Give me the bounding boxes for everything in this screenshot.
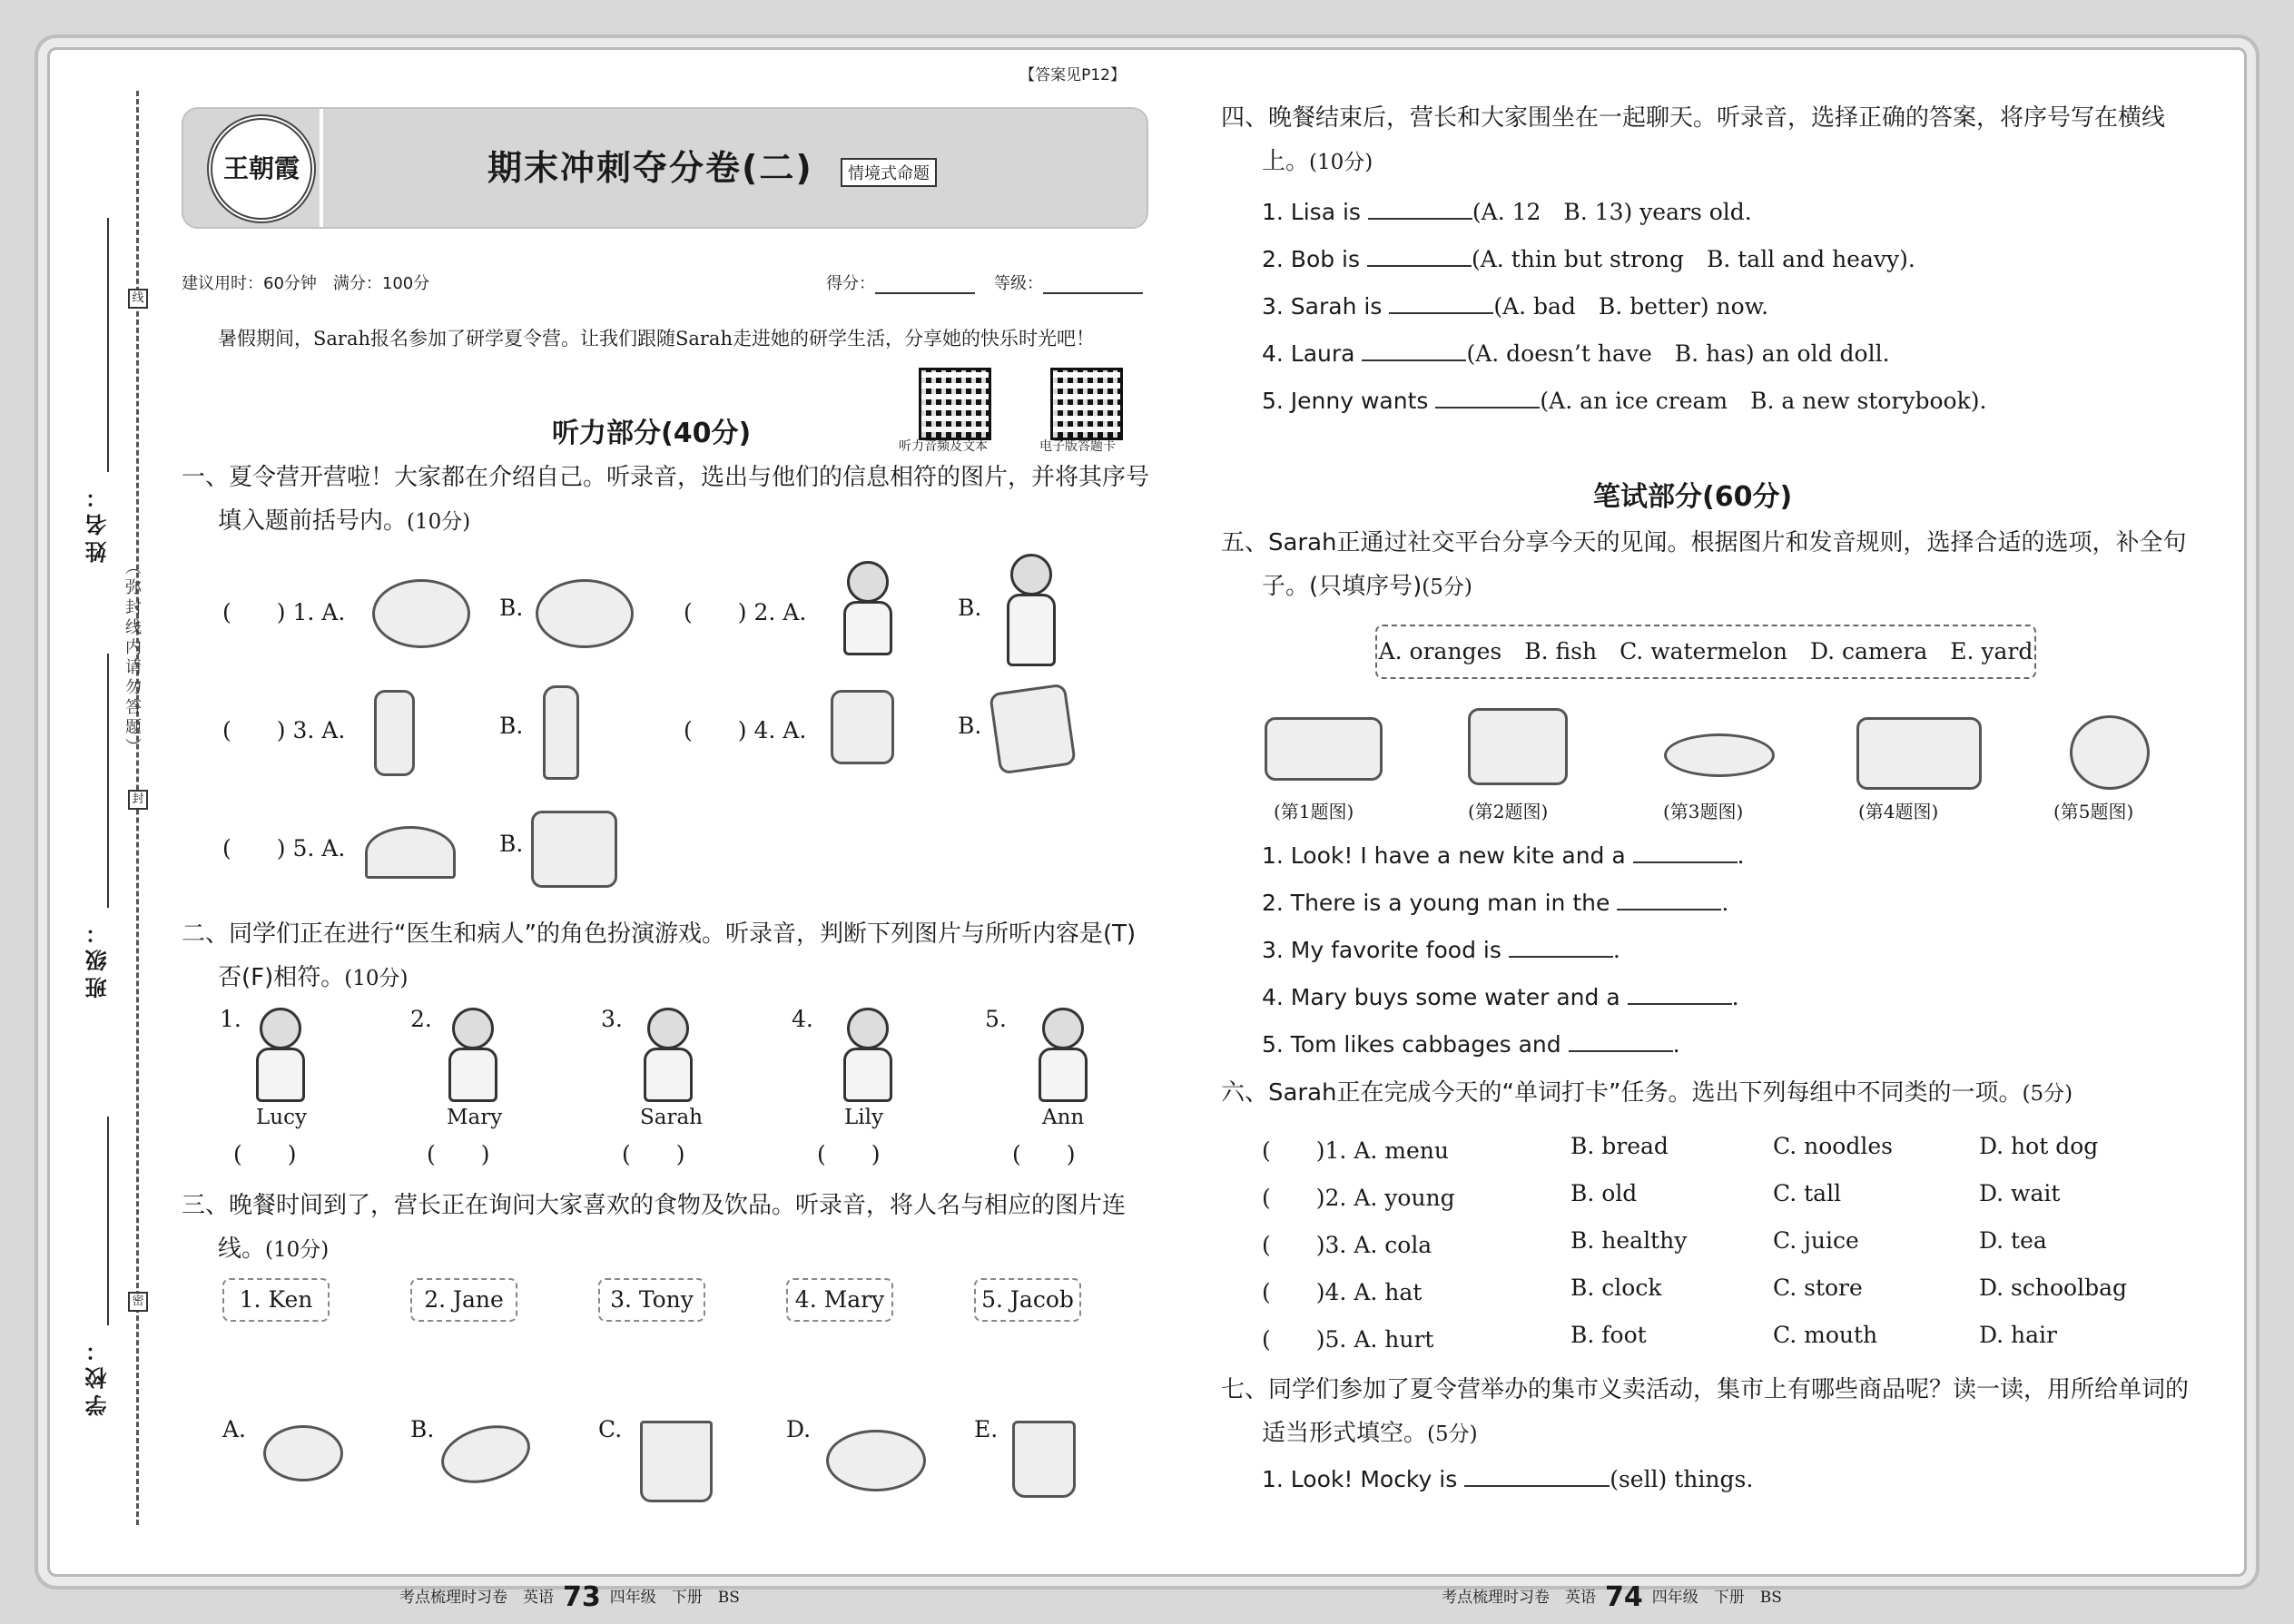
q5-item-3-pre: 3. My favorite food is xyxy=(1262,937,1501,963)
q6-row-1-c: C. noodles xyxy=(1773,1133,1893,1159)
q1-3b-water-bottle-image xyxy=(543,685,579,780)
q5-item-5-pre: 5. Tom likes cabbages and xyxy=(1262,1031,1561,1058)
q2-lucy-image xyxy=(243,1008,316,1107)
q1-paren[interactable]: ( ) xyxy=(684,717,747,743)
q5-caption-5: (第5题图) xyxy=(2053,801,2134,822)
q1-4b-storybook-image xyxy=(989,684,1077,775)
q4-item-4-pre: 4. Laura xyxy=(1262,340,1355,367)
q4-item-1-pre: 1. Lisa is xyxy=(1262,199,1361,225)
q4-item-3-post: (A. bad B. better) now. xyxy=(1493,293,1769,320)
right-page-number: 74 xyxy=(1605,1581,1643,1613)
q5-options-box: A. oranges B. fish C. watermelon D. camera E. yard xyxy=(1375,625,2036,679)
q1-item-5 xyxy=(222,831,345,863)
q5-caption-4: (第4题图) xyxy=(1858,801,1939,822)
q3-tea-cup-image[interactable] xyxy=(263,1425,343,1481)
q1-2a-short-boy-image xyxy=(831,561,903,661)
q6-row-4-c: C. store xyxy=(1773,1275,1863,1301)
q1-5a-opera-house-image xyxy=(365,826,456,879)
q1-title-text: 一、夏令营开营啦！大家都在介绍自己。听录音，选出与他们的信息相符的图片，并将其序号填入题前括号内。 xyxy=(182,464,1150,535)
q7-title xyxy=(1221,1368,2201,1456)
score-blank[interactable] xyxy=(875,276,975,294)
q1-num: 2. A. xyxy=(753,599,807,625)
q7-item-1-pre: 1. Look! Mocky is xyxy=(1262,1466,1458,1492)
q1-num: 3. A. xyxy=(292,717,346,743)
q2-mary-image xyxy=(436,1008,508,1107)
q4-item-4 xyxy=(1262,336,1890,369)
binding-mark-secret: 密 xyxy=(128,1292,148,1312)
q3-pic-a-label: A. xyxy=(222,1416,247,1442)
q4-item-1 xyxy=(1262,194,1752,227)
q5-caption-1: (第1题图) xyxy=(1274,801,1354,822)
binding-note: （弥封线内请勿答题） xyxy=(123,558,142,758)
q2-name-ann: Ann xyxy=(1042,1106,1085,1129)
q6-option-a: 1. A. menu xyxy=(1324,1137,1449,1164)
q6-row-5-b: B. foot xyxy=(1570,1322,1647,1348)
qr-code-audio[interactable] xyxy=(919,368,991,440)
binding-mark-seal: 封 xyxy=(128,790,148,810)
q2-name-lily: Lily xyxy=(844,1106,883,1129)
answer-reference: 【答案见P12】 xyxy=(1019,66,1126,84)
q4-item-4-post: (A. doesn’t have B. has) an old doll. xyxy=(1466,340,1890,367)
q1-item-5-b: B. xyxy=(499,831,524,857)
q6-title xyxy=(1221,1071,2201,1116)
score-field[interactable] xyxy=(826,271,975,294)
q6-row-1 xyxy=(1262,1133,1449,1166)
school-field-line[interactable] xyxy=(107,1117,109,1325)
q1-points: (10分) xyxy=(407,510,471,534)
q6-row-2-c: C. tall xyxy=(1773,1180,1842,1206)
q6-row-5 xyxy=(1262,1322,1433,1354)
q1-item-3-b: B. xyxy=(499,713,524,739)
q6-paren[interactable]: ( ) xyxy=(1262,1137,1325,1164)
right-footer xyxy=(1442,1581,1782,1613)
q2-lily-image xyxy=(831,1008,903,1107)
q6-row-3-c: C. juice xyxy=(1773,1227,1859,1254)
q5-blank[interactable] xyxy=(1569,1032,1673,1052)
q1-title xyxy=(182,456,1151,544)
q2-ann-image xyxy=(1026,1008,1098,1107)
q5-caption-2: (第2题图) xyxy=(1468,801,1549,822)
q2-num-2: 2. xyxy=(410,1006,432,1032)
q6-row-2 xyxy=(1262,1180,1455,1213)
left-footer-series: 考点梳理时习卷 英语 xyxy=(399,1589,554,1607)
q4-points: (10分) xyxy=(1309,151,1373,174)
q2-paren-sarah[interactable]: ( ) xyxy=(622,1141,685,1167)
q5-item-2 xyxy=(1262,890,1728,916)
name-field-label: 姓名： xyxy=(85,481,111,563)
q1-item-1-b: B. xyxy=(499,595,524,621)
q1-item-4 xyxy=(684,713,806,745)
q1-3a-cola-cup-image xyxy=(374,690,415,776)
qr-code-answer-card[interactable] xyxy=(1050,368,1123,440)
q5-yard-image xyxy=(1468,708,1568,785)
q5-blank[interactable] xyxy=(1628,985,1732,1005)
left-footer xyxy=(399,1581,740,1613)
q5-item-1 xyxy=(1262,842,1745,869)
q2-name-mary: Mary xyxy=(447,1106,503,1129)
q5-item-2-post: . xyxy=(1721,890,1729,916)
q4-blank[interactable] xyxy=(1389,294,1493,314)
q5-item-2-pre: 2. There is a young man in the xyxy=(1262,890,1610,916)
q6-title-text: 六、Sarah正在完成今天的“单词打卡”任务。选出下列每组中不同类的一项。 xyxy=(1221,1079,2023,1107)
q5-item-3-post: . xyxy=(1612,937,1620,963)
q4-title-text: 四、晚餐结束后，营长和大家围坐在一起聊天。听录音，选择正确的答案，将序号写在横线上。 xyxy=(1221,104,2166,175)
q3-points: (10分) xyxy=(265,1238,330,1262)
q1-item-4-b: B. xyxy=(958,713,982,739)
q2-paren-lily[interactable]: ( ) xyxy=(817,1141,881,1167)
q2-paren-lucy[interactable]: ( ) xyxy=(233,1141,297,1167)
q5-item-4 xyxy=(1262,984,1739,1010)
q3-juice-glass-image[interactable] xyxy=(1012,1421,1076,1498)
q6-paren[interactable]: ( ) xyxy=(1262,1279,1325,1305)
q5-blank[interactable] xyxy=(1509,938,1613,958)
q5-title xyxy=(1221,521,2201,609)
q7-blank[interactable] xyxy=(1464,1467,1610,1487)
q5-item-5 xyxy=(1262,1031,1680,1058)
q2-name-lucy: Lucy xyxy=(256,1106,307,1129)
q1-num: 5. A. xyxy=(292,835,346,861)
q5-oranges-image xyxy=(2070,715,2150,790)
q5-item-4-pre: 4. Mary buys some water and a xyxy=(1262,984,1620,1010)
grade-field[interactable] xyxy=(994,271,1143,294)
q6-option-a: 3. A. cola xyxy=(1324,1232,1433,1258)
q5-title-text: 五、Sarah正通过社交平台分享今天的见闻。根据图片和发音规则，选择合适的选项，补全句子。(只填序号) xyxy=(1221,529,2187,600)
q1-4a-schoolbag-image xyxy=(831,690,894,764)
grade-blank[interactable] xyxy=(1043,276,1143,294)
q5-water-watermelon-image xyxy=(1856,717,1982,790)
q3-title-text: 三、晚餐时间到了，营长正在询问大家喜欢的食物及饮品。听录音，将人名与相应的图片连线。 xyxy=(182,1192,1127,1263)
q1-num: 4. A. xyxy=(753,717,807,743)
score-label: 得分： xyxy=(826,274,875,293)
q7-item-1 xyxy=(1262,1466,1753,1492)
q5-item-1-post: . xyxy=(1737,842,1745,869)
q5-item-3 xyxy=(1262,937,1620,963)
q3-pic-b-label: B. xyxy=(410,1416,435,1442)
q3-name-tony[interactable]: 3. Tony xyxy=(598,1278,705,1322)
q6-paren[interactable]: ( ) xyxy=(1262,1185,1325,1211)
q4-item-2-pre: 2. Bob is xyxy=(1262,246,1361,272)
q3-name-jane[interactable]: 2. Jane xyxy=(410,1278,517,1322)
q2-title xyxy=(182,912,1151,1000)
q6-option-a: 5. A. hurt xyxy=(1324,1326,1434,1353)
q4-blank[interactable] xyxy=(1368,200,1472,220)
q6-row-1-b: B. bread xyxy=(1570,1133,1669,1159)
q2-paren-mary[interactable]: ( ) xyxy=(427,1141,490,1167)
title-tag: 情境式命题 xyxy=(841,158,937,187)
q1-paren[interactable]: ( ) xyxy=(222,835,286,861)
intro-text: 暑假期间，Sarah报名参加了研学夏令营。让我们跟随Sarah走进她的研学生活，分享她的快乐时光吧！ xyxy=(218,328,1095,349)
q4-item-1-post: (A. 12 B. 13) years old. xyxy=(1472,199,1752,225)
q4-blank[interactable] xyxy=(1367,247,1472,267)
q3-noodles-plate-image[interactable] xyxy=(826,1430,926,1491)
q2-num-1: 1. xyxy=(220,1006,241,1032)
q2-points: (10分) xyxy=(344,967,409,990)
q1-paren[interactable]: ( ) xyxy=(222,717,286,743)
banner-divider xyxy=(320,109,323,227)
q6-row-2-b: B. old xyxy=(1570,1180,1638,1206)
q3-name-mary[interactable]: 4. Mary xyxy=(786,1278,893,1322)
q6-points: (5分) xyxy=(2022,1082,2073,1106)
q6-row-2-d: D. wait xyxy=(1979,1180,2061,1206)
q5-fish-image xyxy=(1664,733,1775,777)
q6-row-4-d: D. schoolbag xyxy=(1979,1275,2127,1301)
school-field-label: 学校： xyxy=(85,1334,111,1416)
q6-row-1-d: D. hot dog xyxy=(1979,1133,2099,1159)
q2-paren-ann[interactable]: ( ) xyxy=(1012,1141,1076,1167)
q6-option-a: 4. A. hat xyxy=(1324,1279,1423,1305)
q3-title xyxy=(182,1184,1151,1272)
right-footer-series: 考点梳理时习卷 英语 xyxy=(1442,1589,1596,1607)
q6-paren[interactable]: ( ) xyxy=(1262,1232,1325,1258)
q1-item-2-b: B. xyxy=(958,595,982,621)
q6-row-3-d: D. tea xyxy=(1979,1227,2047,1254)
q2-sarah-image xyxy=(631,1008,704,1107)
binding-mark-line: 线 xyxy=(128,289,148,309)
q5-blank[interactable] xyxy=(1633,843,1738,863)
q4-blank[interactable] xyxy=(1362,341,1466,361)
q6-row-5-c: C. mouth xyxy=(1773,1322,1878,1348)
q5-item-1-pre: 1. Look! I have a new kite and a xyxy=(1262,842,1626,869)
q4-item-5-pre: 5. Jenny wants xyxy=(1262,388,1429,414)
q5-item-4-post: . xyxy=(1731,984,1739,1010)
q4-item-3-pre: 3. Sarah is xyxy=(1262,293,1383,320)
q1-5b-city-road-image xyxy=(531,811,617,888)
q5-kite-camera-image xyxy=(1265,717,1383,781)
q6-option-a: 2. A. young xyxy=(1324,1185,1455,1211)
q6-row-3 xyxy=(1262,1227,1432,1260)
left-page-number: 73 xyxy=(563,1581,601,1613)
q4-blank[interactable] xyxy=(1435,389,1540,408)
q6-row-4 xyxy=(1262,1275,1422,1307)
q3-name-ken[interactable]: 1. Ken xyxy=(222,1278,330,1322)
qr-caption-answer-card: 电子版答题卡 xyxy=(1039,439,1116,454)
left-footer-grade: 四年级 下册 BS xyxy=(609,1589,740,1607)
q3-pic-d-label: D. xyxy=(786,1416,812,1442)
q4-item-5-post: (A. an ice cream B. a new storybook). xyxy=(1540,388,1987,414)
class-field-label: 班级： xyxy=(85,917,111,999)
class-field-line[interactable] xyxy=(107,654,109,908)
q1-paren[interactable]: ( ) xyxy=(222,599,286,625)
q2-name-sarah: Sarah xyxy=(640,1106,703,1129)
q7-title-text: 七、同学们参加了夏令营举办的集市义卖活动，集市上有哪些商品呢？读一读，用所给单词的适当形式填空。 xyxy=(1221,1376,2190,1447)
q6-row-3-b: B. healthy xyxy=(1570,1227,1688,1254)
q1-1a-pizza-image xyxy=(372,579,470,648)
title-banner xyxy=(182,107,1148,229)
q1-num: 1. A. xyxy=(292,599,346,625)
q4-item-3 xyxy=(1262,289,1768,321)
q5-caption-3: (第3题图) xyxy=(1663,801,1744,822)
publisher-logo: 王朝霞 xyxy=(207,114,316,223)
q3-pic-c-label: C. xyxy=(598,1416,623,1442)
q2-title-text: 二、同学们正在进行“医生和病人”的角色扮演游戏。听录音，判断下列图片与所听内容是(T)否(F)相符。 xyxy=(182,920,1137,991)
q1-item-1 xyxy=(222,595,345,627)
right-footer-grade: 四年级 下册 BS xyxy=(1651,1589,1782,1607)
q3-pic-e-label: E. xyxy=(974,1416,999,1442)
q4-item-5 xyxy=(1262,383,1986,416)
qr-caption-audio: 听力音频及文本 xyxy=(899,439,988,454)
q7-points: (5分) xyxy=(1427,1422,1478,1446)
q5-blank[interactable] xyxy=(1617,891,1721,910)
q6-paren[interactable]: ( ) xyxy=(1262,1326,1325,1353)
q5-item-5-post: . xyxy=(1672,1031,1680,1058)
q2-num-3: 3. xyxy=(601,1006,623,1032)
q1-item-2 xyxy=(684,595,806,627)
listening-heading: 听力部分(40分) xyxy=(552,418,752,449)
q6-row-4-b: B. clock xyxy=(1570,1275,1662,1301)
q2-num-4: 4. xyxy=(792,1006,813,1032)
q2-num-5: 5. xyxy=(985,1006,1007,1032)
name-field-line[interactable] xyxy=(107,218,109,472)
q3-french-fries-image[interactable] xyxy=(640,1421,713,1502)
grade-label: 等级： xyxy=(994,274,1043,293)
q7-item-1-post: (sell) things. xyxy=(1610,1466,1754,1492)
page-title: 期末冲刺夺分卷(二) xyxy=(487,148,813,188)
writing-heading: 笔试部分(60分) xyxy=(1593,481,1793,513)
q4-item-2-post: (A. thin but strong B. tall and heavy). xyxy=(1472,246,1915,272)
q1-2b-tall-boy-image xyxy=(994,554,1067,672)
q4-item-2 xyxy=(1262,241,1915,274)
q1-1b-dumplings-image xyxy=(536,579,634,648)
exam-meta: 建议用时：60分钟 满分：100分 xyxy=(182,274,430,293)
q4-title xyxy=(1221,96,2201,184)
q3-name-jacob[interactable]: 5. Jacob xyxy=(974,1278,1081,1322)
q1-item-3 xyxy=(222,713,345,745)
q5-points: (5分) xyxy=(1422,576,1472,599)
q1-paren[interactable]: ( ) xyxy=(684,599,747,625)
q6-row-5-d: D. hair xyxy=(1979,1322,2057,1348)
